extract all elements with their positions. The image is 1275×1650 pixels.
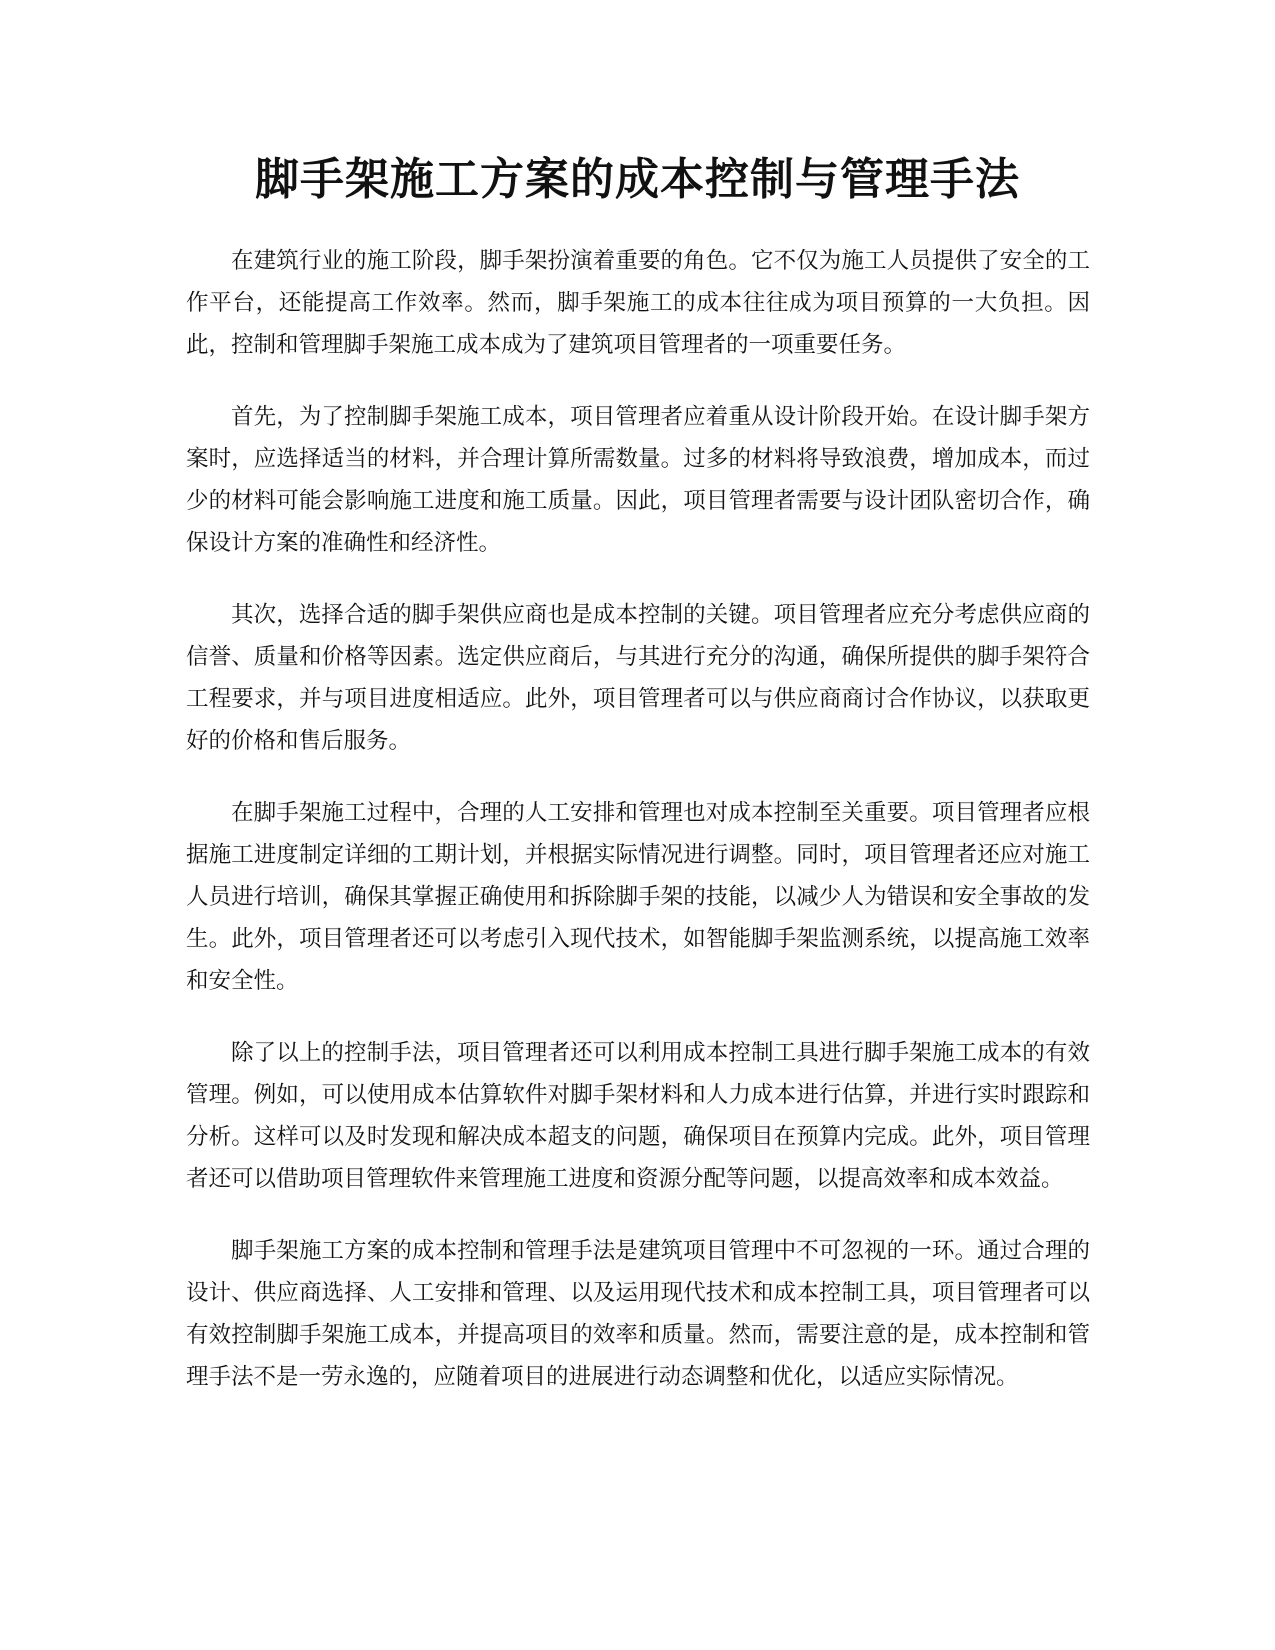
paragraph-5: 除了以上的控制手法，项目管理者还可以利用成本控制工具进行脚手架施工成本的有效管理。例如，可以使用成本估算软件对脚手架材料和人力成本进行估算，并进行实时跟踪和分析。这样可以及时发现和解决成本超支的问题，确保项目在预算内完成。此外，项目管理者还可以借助项目管理软件来管理施工进度和资源分配等问题，以提高效率和成本效益。 xyxy=(186,1040,1090,1192)
paragraph-4: 在脚手架施工过程中，合理的人工安排和管理也对成本控制至关重要。项目管理者应根据施工进度制定详细的工期计划，并根据实际情况进行调整。同时，项目管理者还应对施工人员进行培训，确保其掌握正确使用和拆除脚手架的技能，以减少人为错误和安全事故的发生。此外，项目管理者还可以考虑引入现代技术，如智能脚手架监测系统，以提高施工效率和安全性。 xyxy=(186,800,1090,994)
document-body xyxy=(186,240,1090,1428)
paragraph-6: 脚手架施工方案的成本控制和管理手法是建筑项目管理中不可忽视的一环。通过合理的设计、供应商选择、人工安排和管理、以及运用现代技术和成本控制工具，项目管理者可以有效控制脚手架施工成本，并提高项目的效率和质量。然而，需要注意的是，成本控制和管理手法不是一劳永逸的，应随着项目的进展进行动态调整和优化，以适应实际情况。 xyxy=(186,1238,1090,1390)
paragraph-2: 首先，为了控制脚手架施工成本，项目管理者应着重从设计阶段开始。在设计脚手架方案时，应选择适当的材料，并合理计算所需数量。过多的材料将导致浪费，增加成本，而过少的材料可能会影响施工进度和施工质量。因此，项目管理者需要与设计团队密切合作，确保设计方案的准确性和经济性。 xyxy=(186,404,1090,556)
paragraph-1: 在建筑行业的施工阶段，脚手架扮演着重要的角色。它不仅为施工人员提供了安全的工作平台，还能提高工作效率。然而，脚手架施工的成本往往成为项目预算的一大负担。因此，控制和管理脚手架施工成本成为了建筑项目管理者的一项重要任务。 xyxy=(186,248,1090,358)
paragraph-3: 其次，选择合适的脚手架供应商也是成本控制的关键。项目管理者应充分考虑供应商的信誉、质量和价格等因素。选定供应商后，与其进行充分的沟通，确保所提供的脚手架符合工程要求，并与项目进度相适应。此外，项目管理者可以与供应商商讨合作协议，以获取更好的价格和售后服务。 xyxy=(186,602,1090,754)
document-title: 脚手架施工方案的成本控制与管理手法 xyxy=(255,154,1020,205)
